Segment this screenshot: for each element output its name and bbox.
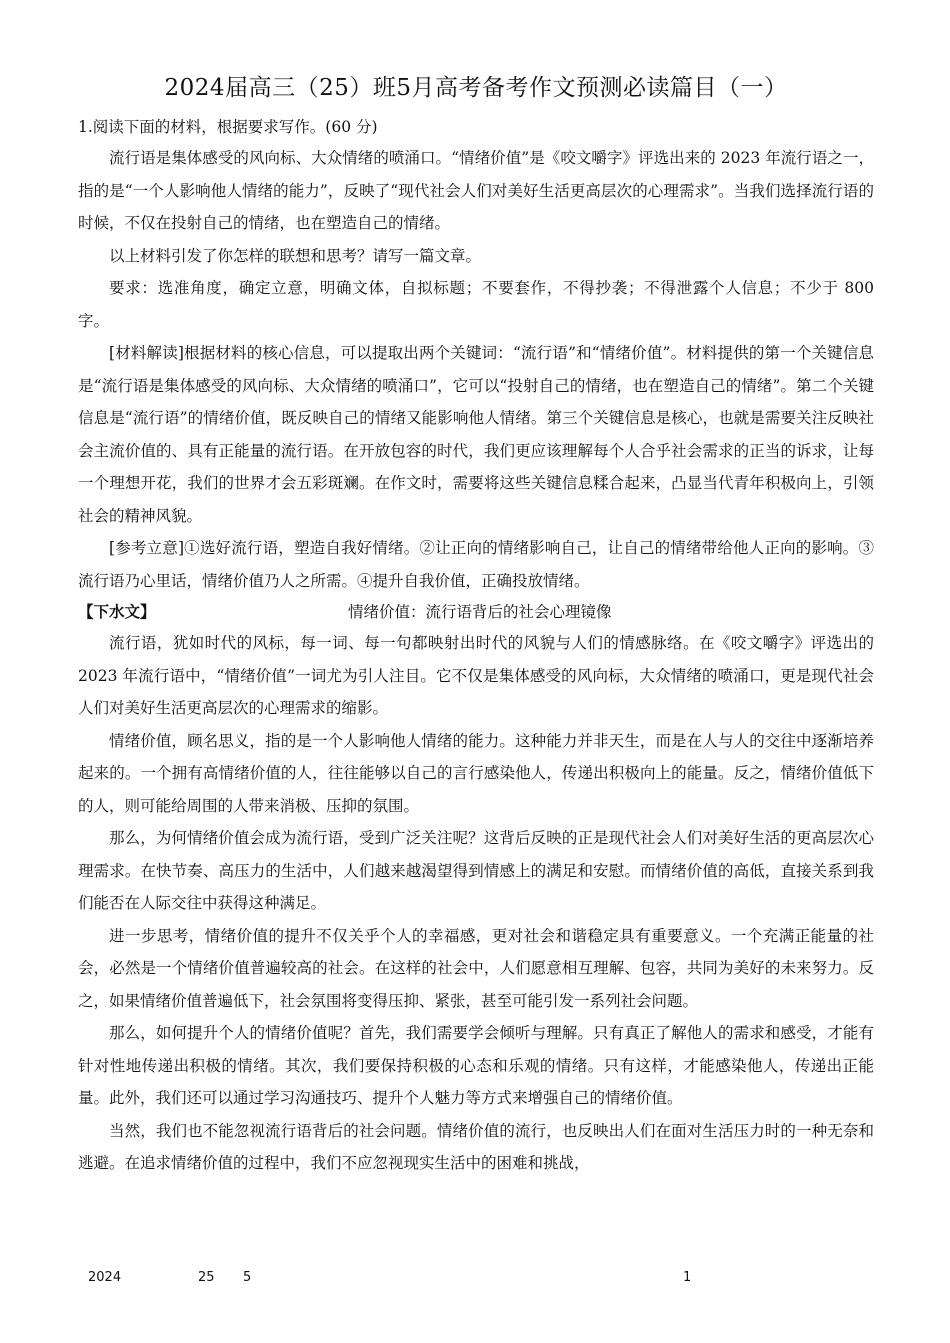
requirements-paragraph: 要求：选准角度，确定立意，明确文体，自拟标题；不要套作，不得抄袭；不得泄露个人信息；不少于 800 字。 xyxy=(78,279,874,330)
writing-prompt: 以上材料引发了你怎样的联想和思考？请写一篇文章。 xyxy=(109,246,482,265)
footer-month: 5 xyxy=(243,1270,252,1285)
essay-paragraph: 流行语，犹如时代的风标，每一词、每一句都映射出时代的风貌与人们的情感脉络。在《咬文嚼字》评选出的 2023 年流行语中，“情绪价值”一词尤为引人注目。它不仅是集体感受的风向标，大众情绪的喷涌口，更是现代社会人们对美好生活更高层次的心理需求的缩影。 xyxy=(78,634,874,717)
document-page xyxy=(78,70,874,1180)
material-paragraph: 流行语是集体感受的风向标、大众情绪的喷涌口。“情绪价值”是《咬文嚼字》评选出来的 2023 年流行语之一，指的是“一个人影响他人情绪的能力”，反映了“现代社会人们对美好生活更高层次的心理需求”。当我们选择流行语的时候，不仅在投射自己的情绪，也在塑造自己的情绪。 xyxy=(78,149,874,232)
model-essay-header xyxy=(78,597,874,627)
document-title: 2024届高三（25）班5月高考备考作文预测必读篇目（一） xyxy=(164,75,788,101)
essay-paragraph: 情绪价值，顾名思义，指的是一个人影响他人情绪的能力。这种能力并非天生，而是在人与人的交往中逐渐培养起来的。一个拥有高情绪价值的人，往往能够以自己的言行感染他人，传递出积极向上的能量。反之，情绪价值低下的人，则可能给周围的人带来消极、压抑的氛围。 xyxy=(78,731,874,815)
essay-paragraph: 当然，我们也不能忽视流行语背后的社会问题。情绪价值的流行，也反映出人们在面对生活压力时的一种无奈和逃避。在追求情绪价值的过程中，我们不应忽视现实生活中的困难和挑战， xyxy=(78,1121,874,1172)
model-essay-title: 情绪价值：流行语背后的社会心理镜像 xyxy=(348,603,612,621)
model-essay-tag: 【下水文】 xyxy=(78,602,156,621)
page-number: 1 xyxy=(683,1270,692,1285)
footer-class: 25 xyxy=(198,1270,215,1285)
question-line: 1.阅读下面的材料，根据要求写作。(60 分) xyxy=(78,118,378,136)
essay-paragraph: 那么，为何情绪价值会成为流行语，受到广泛关注呢？这背后反映的正是现代社会人们对美好生活的更高层次心理需求。在快节奏、高压力的生活中，人们越来越渴望得到情感上的满足和安慰。而情绪价值的高低，直接关系到我们能否在人际交往中获得这种满足。 xyxy=(78,829,874,912)
footer-year: 2024 xyxy=(88,1270,122,1285)
material-analysis: [材料解读]根据材料的核心信息，可以提取出两个关键词：“流行语”和“情绪价值”。材料提供的第一个关键信息是“流行语是集体感受的风向标、大众情绪的喷涌口”，它可以“投射自己的情绪，也在塑造自己的情绪”。第二个关键信息是“流行语”的情绪价值，既反映自己的情绪又能影响他人情绪。第三个关键信息是核心，也就是需要关注反映社会主流价值的、具有正能量的流行语。在开放包容的时代，我们更应该理解每个人合乎社会需求的正当的诉求，让每一个理想开花，我们的世界才会五彩斑斓。在作文时，需要将这些关键信息糅合起来，凸显当代青年积极向上，引领社会的精神风貌。 xyxy=(78,344,874,525)
reference-theses: [参考立意]①选好流行语，塑造自我好情绪。②让正向的情绪影响自己，让自己的情绪带给他人正向的影响。③流行语乃心里话，情绪价值乃人之所需。④提升自我价值，正确投放情绪。 xyxy=(78,539,874,590)
essay-paragraph: 那么，如何提升个人的情绪价值呢？首先，我们需要学会倾听与理解。只有真正了解他人的需求和感受，才能有针对性地传递出积极的情绪。其次，我们要保持积极的心态和乐观的情绪。只有这样，才能感染他人，传递出正能量。此外，我们还可以通过学习沟通技巧、提升个人魅力等方式来增强自己的情绪价值。 xyxy=(78,1024,874,1107)
essay-paragraph: 进一步思考，情绪价值的提升不仅关乎个人的幸福感，更对社会和谐稳定具有重要意义。一个充满正能量的社会，必然是一个情绪价值普遍较高的社会。在这样的社会中，人们愿意相互理解、包容，共同为美好的未来努力。反之，如果情绪价值普遍低下，社会氛围将变得压抑、紧张，甚至可能引发一系列社会问题。 xyxy=(78,926,874,1010)
